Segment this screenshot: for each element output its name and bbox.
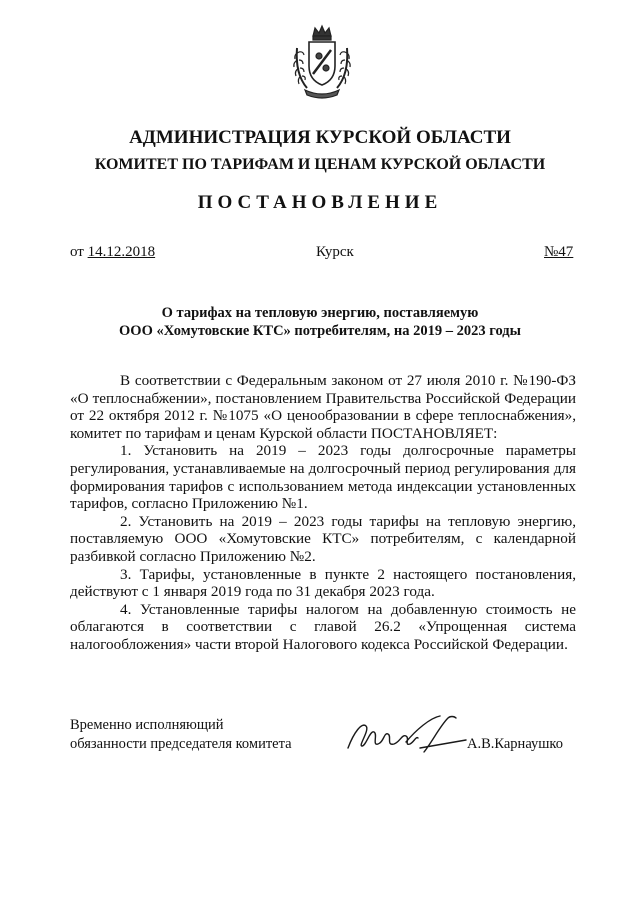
title-line-2: ООО «Хомутовские КТС» потребителям, на 2019 – 2023 годы xyxy=(119,323,521,339)
title-line-1: О тарифах на тепловую энергию, поставляемую xyxy=(161,305,479,321)
clause-paragraph: 2. Установить на 2019 – 2023 годы тарифы на тепловую энергию, поставляемую ООО «Хомутовские КТС» потребителям, с календарной разбивкой согласно Приложению №2. xyxy=(70,512,576,565)
document-type: ПОСТАНОВЛЕНИЕ xyxy=(197,192,443,213)
document-city: Курск xyxy=(316,244,354,260)
document-number: №47 xyxy=(544,244,574,260)
document-title xyxy=(0,304,640,340)
document-date xyxy=(70,244,155,261)
clause-paragraph: 1. Установить на 2019 – 2023 годы долгосрочные параметры регулирования, устанавливаемые на долгосрочный период регулирования для формирования тарифов с использованием метода индексации установленных тарифов, согласно Приложению №1. xyxy=(70,442,576,513)
organization-name: АДМИНИСТРАЦИЯ КУРСКОЙ ОБЛАСТИ xyxy=(129,127,511,148)
date-value: 14.12.2018 xyxy=(87,244,156,260)
document-body xyxy=(70,372,576,654)
date-prefix: от xyxy=(70,244,88,260)
handwritten-signature xyxy=(344,712,468,760)
preamble-paragraph: В соответствии с Федеральным законом от 27 июля 2010 г. №190-ФЗ «О теплоснабжении», постановлением Правительства Российской Федерации от 22 октября 2012 г. №1075 «О ценообразовании в сфере теплоснабжения», комитет по тарифам и ценам Курской области ПОСТАНОВЛЯЕТ: xyxy=(70,372,576,442)
position-line-1: Временно исполняющий xyxy=(70,717,224,733)
signatory-position xyxy=(70,716,292,754)
clause-paragraph: 4. Установленные тарифы налогом на добавленную стоимость не облагаются в соответствии с главой 26.2 «Упрощенная система налогообложения» части второй Налогового кодекса Российской Федерации. xyxy=(70,600,576,653)
clause-paragraph: 3. Тарифы, установленные в пункте 2 настоящего постановления, действуют с 1 января 2019 года по 31 декабря 2023 года. xyxy=(70,565,576,601)
signatory-name: А.В.Карнаушко xyxy=(467,736,563,752)
committee-name: КОМИТЕТ ПО ТАРИФАМ И ЦЕНАМ КУРСКОЙ ОБЛАСТИ xyxy=(94,156,546,173)
position-line-2: обязанности председателя комитета xyxy=(70,736,292,752)
emblem xyxy=(289,22,355,100)
coat-of-arms-icon xyxy=(289,22,355,100)
